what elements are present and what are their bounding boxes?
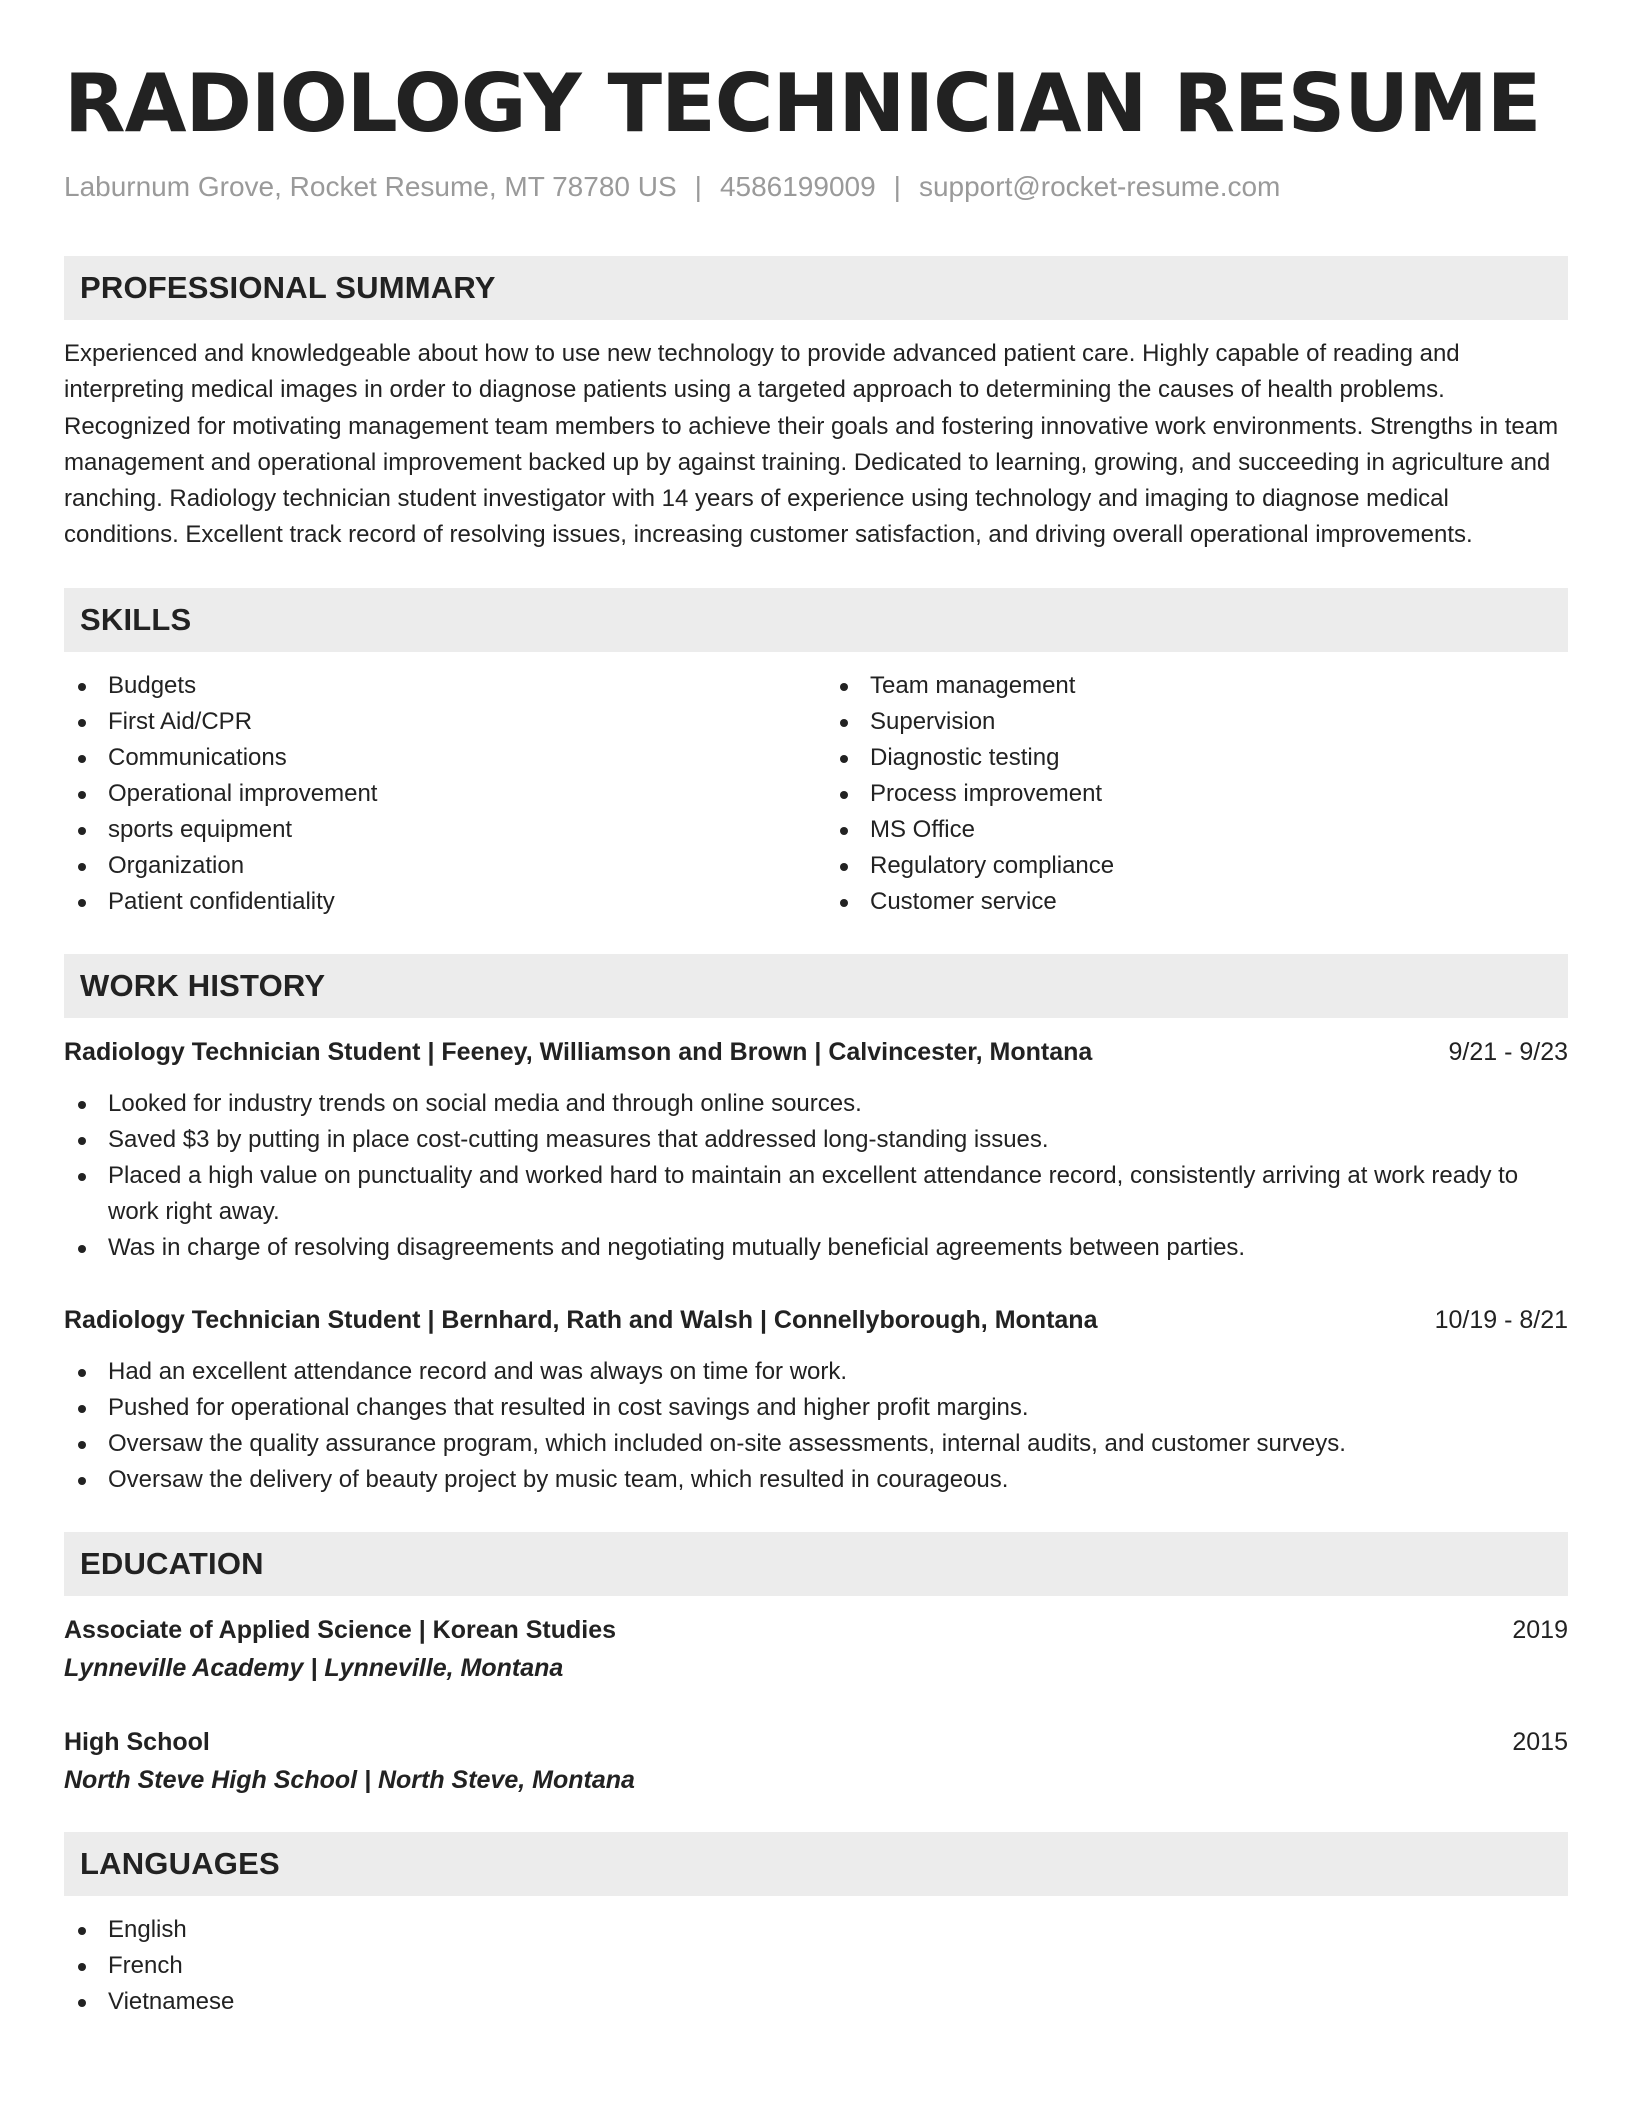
job-dates: 9/21 - 9/23 <box>1448 1037 1568 1066</box>
skill-item: First Aid/CPR <box>64 704 816 740</box>
contact-separator: | <box>893 171 901 202</box>
skill-item: Budgets <box>64 668 816 704</box>
contact-line <box>64 170 1568 204</box>
summary-text: Experienced and knowledgeable about how to use new technology to provide advanced patient care. Highly capable of reading and interpreting medical images in order to diagnose patients using a targeted approach to determining the causes of health problems. Recognized for motivating management team members to achieve their goals and fostering innovative work environments. Strengths in team management and operational improvement backed up by against training. Dedicated to learning, growing, and succeeding in agriculture and ranching. Radiology technician student investigator with 14 years of experience using technology and imaging to diagnose medical conditions. Excellent track record of resolving issues, increasing customer satisfaction, and driving overall operational improvements. <box>64 340 1559 549</box>
resume-title: RADIOLOGY TECHNICIAN RESUME <box>64 57 1541 150</box>
job-bullet: Oversaw the quality assurance program, which included on-site assessments, internal audits, and customer surveys. <box>64 1426 1568 1462</box>
education-school: North Steve High School | North Steve, Montana <box>64 1765 635 1794</box>
education-degree: Associate of Applied Science | Korean Studies <box>64 1615 617 1644</box>
education-entry <box>64 1724 1568 1798</box>
job-bullet: Saved $3 by putting in place cost-cutting measures that addressed long-standing issues. <box>64 1122 1568 1158</box>
job-entry <box>64 1302 1568 1498</box>
job-dates: 10/19 - 8/21 <box>1434 1305 1568 1334</box>
job-bullets <box>64 1086 1568 1266</box>
skill-item: sports equipment <box>64 812 816 848</box>
education-entry <box>64 1612 1568 1686</box>
work-heading: WORK HISTORY <box>64 954 1568 1018</box>
education-header <box>64 1724 1568 1760</box>
contact-phone: 4586199009 <box>719 171 876 202</box>
skill-item: Customer service <box>826 884 1568 920</box>
education-header <box>64 1612 1568 1648</box>
job-bullet: Was in charge of resolving disagreements and negotiating mutually beneficial agreements between parties. <box>64 1230 1568 1266</box>
skill-item: Supervision <box>826 704 1568 740</box>
skill-item: Patient confidentiality <box>64 884 816 920</box>
language-item: French <box>64 1948 1568 1984</box>
skill-item: Operational improvement <box>64 776 816 812</box>
skill-item: Process improvement <box>826 776 1568 812</box>
skill-item: Communications <box>64 740 816 776</box>
contact-separator: | <box>694 171 702 202</box>
job-entry <box>64 1034 1568 1266</box>
skill-item: Organization <box>64 848 816 884</box>
skills-column-right <box>816 668 1568 920</box>
contact-email[interactable]: support@rocket-resume.com <box>918 171 1281 202</box>
skill-item: Team management <box>826 668 1568 704</box>
job-header <box>64 1302 1568 1338</box>
languages-list <box>64 1912 1568 2020</box>
skill-item: MS Office <box>826 812 1568 848</box>
job-bullets <box>64 1354 1568 1498</box>
skills-list <box>64 668 1568 920</box>
skills-heading: SKILLS <box>64 588 1568 652</box>
job-header <box>64 1034 1568 1070</box>
summary-heading: PROFESSIONAL SUMMARY <box>64 256 1568 320</box>
job-title: Radiology Technician Student | Feeney, Williamson and Brown | Calvincester, Montana <box>64 1037 1093 1066</box>
skill-item: Regulatory compliance <box>826 848 1568 884</box>
skills-column-left <box>64 668 816 920</box>
job-title: Radiology Technician Student | Bernhard, Rath and Walsh | Connellyborough, Montana <box>64 1305 1098 1334</box>
job-bullet: Pushed for operational changes that resulted in cost savings and higher profit margins. <box>64 1390 1568 1426</box>
education-school: Lynneville Academy | Lynneville, Montana <box>64 1653 564 1682</box>
job-bullet: Placed a high value on punctuality and worked hard to maintain an excellent attendance record, consistently arriving at work ready to work right away. <box>64 1158 1568 1230</box>
language-item: English <box>64 1912 1568 1948</box>
languages-heading: LANGUAGES <box>64 1832 1568 1896</box>
skill-item: Diagnostic testing <box>826 740 1568 776</box>
job-bullet: Had an excellent attendance record and was always on time for work. <box>64 1354 1568 1390</box>
job-bullet: Looked for industry trends on social media and through online sources. <box>64 1086 1568 1122</box>
contact-address: Laburnum Grove, Rocket Resume, MT 78780 US <box>64 171 677 202</box>
education-year: 2015 <box>1512 1727 1568 1756</box>
education-degree: High School <box>64 1727 210 1756</box>
language-item: Vietnamese <box>64 1984 1568 2020</box>
education-year: 2019 <box>1512 1615 1568 1644</box>
education-heading: EDUCATION <box>64 1532 1568 1596</box>
job-bullet: Oversaw the delivery of beauty project by music team, which resulted in courageous. <box>64 1462 1568 1498</box>
